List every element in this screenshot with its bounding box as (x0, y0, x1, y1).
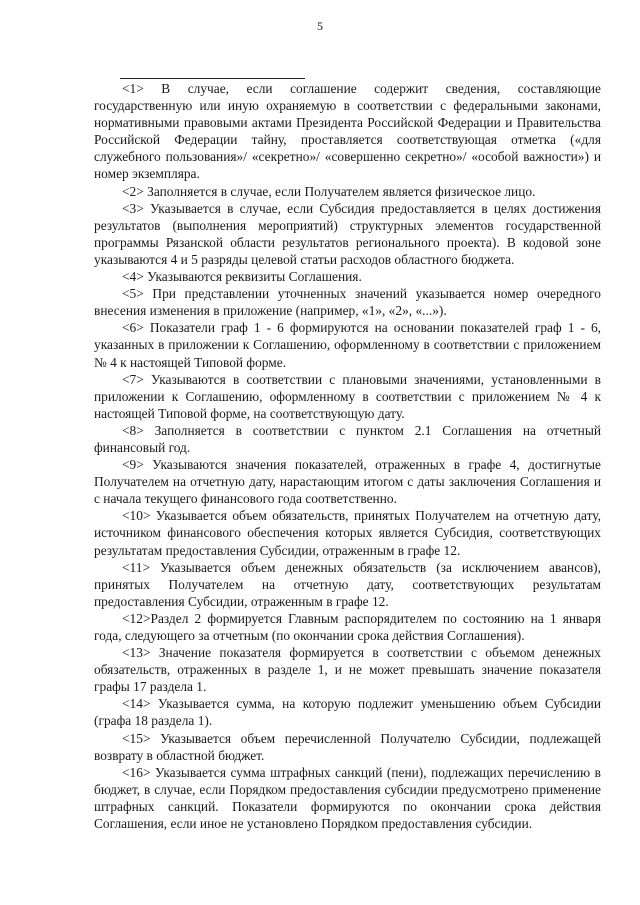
footnote-1: <1> В случае, если соглашение содержит сведения, составляющие государственную или иную охраняемую в соответствии с федеральными законами, нормативными правовыми актами Президента Российской Федерации и Правительства Российской Федерации тайну, проставляется соответствующая отметка («для служебного пользования»/ «секретно»/ «совершенно секретно»/ «особой важности») и номер экземпляра. (94, 81, 601, 182)
footnote-11: <11> Указывается объем денежных обязательств (за исключением авансов), принятых Получателем на отчетную дату, соответствующих результатам предоставления Субсидии, отраженным в графе 12. (94, 559, 601, 609)
footnote-16: <16> Указывается сумма штрафных санкций (пени), подлежащих перечислению в бюджет, в случае, если Порядком предоставления субсидии предусмотрено применение штрафных санкций. Показатели формируются по окончании срока действия Соглашения, если иное не установлено Порядком предоставления субсидии. (94, 764, 601, 832)
footnote-separator (120, 78, 305, 79)
footnote-10: <10> Указывается объем обязательств, принятых Получателем на отчетную дату, источником финансового обеспечения которых является Субсидия, соответствующих результатам предоставления Субсидии, отраженным в графе 12. (94, 508, 601, 558)
footnote-3: <3> Указывается в случае, если Субсидия предоставляется в целях достижения результатов (выполнения мероприятий) структурных элементов государственной программы Рязанской области результатов регионального проекта). В кодовой зоне указываются 4 и 5 разряды целевой статьи расходов областного бюджета. (94, 200, 601, 267)
footnote-12: <12>Раздел 2 формируется Главным распорядителем по состоянию на 1 января года, следующего за отчетным (по окончании срока действия Соглашения). (94, 610, 601, 643)
footnote-9: <9> Указываются значения показателей, отраженных в графе 4, достигнутые Получателем на отчетную дату, нарастающим итогом с даты заключения Соглашения и с начала текущего финансового года соответственно. (94, 457, 601, 507)
footnote-13: <13> Значение показателя формируется в соответствии с объемом денежных обязательств, отраженных в разделе 1, и не может превышать значение показателя графы 17 раздела 1. (94, 645, 601, 695)
footnote-5: <5> При представлении уточненных значений указывается номер очередного внесения изменения в приложение (например, «1», «2», «...»). (94, 286, 601, 319)
footnote-8: <8> Заполняется в соответствии с пунктом 2.1 Соглашения на отчетный финансовый год. (94, 422, 601, 455)
footnote-4: <4> Указываются реквизиты Соглашения. (122, 269, 362, 285)
page-number: 5 (317, 19, 323, 33)
footnote-15: <15> Указывается объем перечисленной Получателю Субсидии, подлежащей возврату в областной бюджет. (94, 730, 601, 763)
footnote-6: <6> Показатели граф 1 - 6 формируются на основании показателей граф 1 - 6, указанных в приложении к Соглашению, оформленному в соответствии с приложением № 4 к настоящей Типовой форме. (94, 320, 601, 370)
footnote-2: <2> Заполняется в случае, если Получателем является физическое лицо. (122, 183, 536, 199)
footnote-7: <7> Указываются в соответствии с плановыми значениями, установленными в приложении к Соглашению, оформленному в соответствии с приложением № 4 к настоящей Типовой форме, на соответствующую дату. (94, 371, 601, 421)
footnote-14: <14> Указывается сумма, на которую подлежит уменьшению объем Субсидии (графа 18 раздела 1). (94, 696, 601, 729)
footnotes-section (94, 80, 601, 832)
